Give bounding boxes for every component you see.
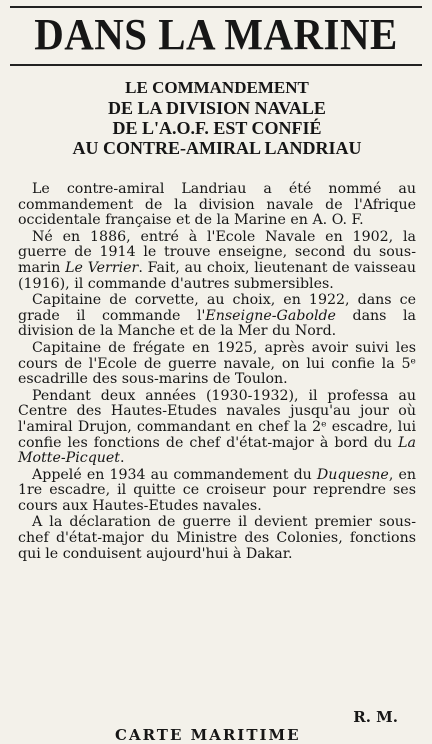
top-rule	[10, 6, 422, 8]
article-paragraph: Pendant deux années (1930-1932), il professa au Centre des Hautes-Etudes navales jusqu'au jour où l'amiral Drujon, commandant en chef la 2ᵉ escadre, lui confie les fonctions de chef d'état-major à bord du La Motte-Picquet.	[18, 387, 416, 467]
article-body	[18, 182, 416, 563]
article-paragraph: Appelé en 1934 au commandement du Duquesne, en 1re escadre, il quitte ce croiseur pour reprendre ses cours aux Hautes-Etudes navales.	[18, 466, 416, 514]
author-signature: R. M.	[353, 708, 398, 726]
headline: DANS LA MARINE	[34, 10, 398, 59]
headline-rule	[10, 64, 422, 66]
next-article-headline: CARTE MARITIME	[115, 726, 301, 744]
article-paragraph: Capitaine de corvette, au choix, en 1922, dans ce grade il commande l'Enseigne-Gabolde dans la division de la Manche et de la Mer du Nord.	[18, 292, 416, 340]
subheadline-line: LE COMMANDEMENT	[125, 78, 309, 97]
subheadline-line: DE LA DIVISION NAVALE	[108, 98, 326, 118]
article-paragraph: Le contre-amiral Landriau a été nommé au commandement de la division navale de l'Afrique occidentale française et de la Marine en A. O. F.	[18, 181, 416, 229]
article-paragraph: A la déclaration de guerre il devient premier sous-chef d'état-major du Ministre des Colonies, fonctions qui le conduisent aujourd'hui à Dakar.	[18, 514, 416, 562]
subheadline-line: DE L'A.O.F. EST CONFIÉ	[112, 118, 322, 138]
subheadline	[16, 78, 418, 158]
subheadline-line: AU CONTRE-AMIRAL LANDRIAU	[72, 138, 362, 158]
article-paragraph: Né en 1886, entré à l'Ecole Navale en 1902, la guerre de 1914 le trouve enseigne, second du sous-marin Le Verrier. Fait, au choix, lieutenant de vaisseau (1916), il commande d'autres submersibles.	[18, 228, 416, 292]
article-paragraph: Capitaine de frégate en 1925, après avoir suivi les cours de l'Ecole de guerre navale, on lui confie la 5ᵉ escadrille des sous-marins de Toulon.	[18, 339, 416, 388]
